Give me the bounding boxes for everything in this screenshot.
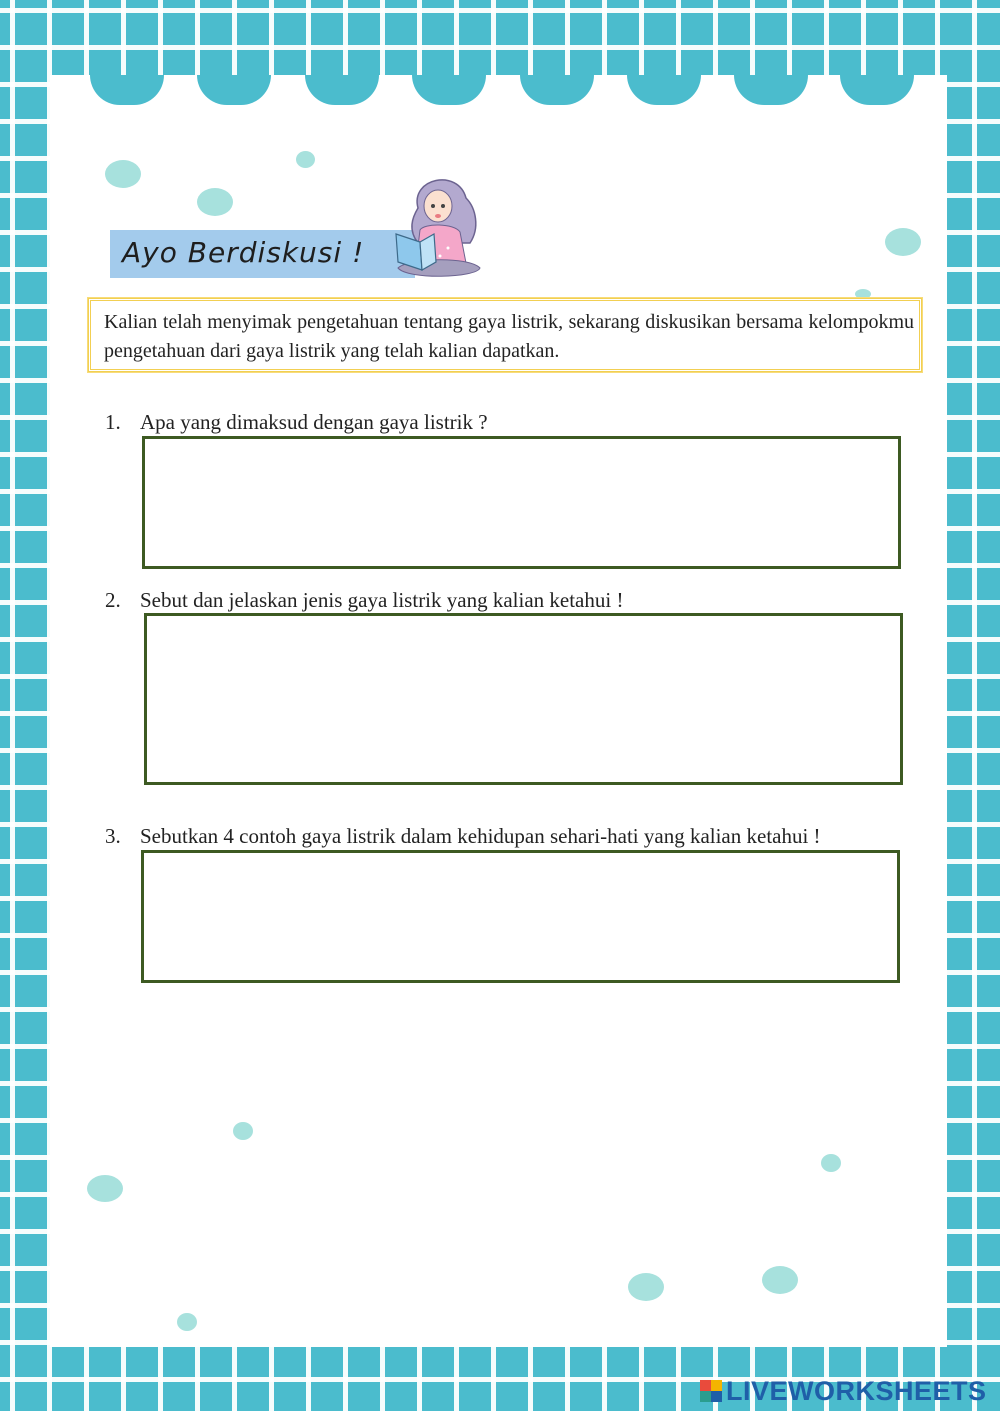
decor-dot <box>197 188 233 216</box>
question-text: Sebut dan jelaskan jenis gaya listrik yang kalian ketahui ! <box>140 588 624 612</box>
decor-dot <box>885 228 921 256</box>
girl-reading-illustration <box>388 168 488 283</box>
question-number: 1. <box>105 410 121 434</box>
answer-box-3[interactable] <box>141 850 900 983</box>
decor-dot <box>105 160 141 188</box>
decor-dot <box>87 1175 123 1202</box>
decor-dot <box>177 1313 197 1331</box>
answer-box-1[interactable] <box>142 436 901 569</box>
question-3 <box>105 824 821 849</box>
liveworksheets-logo-icon <box>700 1380 722 1402</box>
question-1 <box>105 410 488 435</box>
decor-dot <box>296 151 315 168</box>
question-2 <box>105 588 623 613</box>
question-number: 2. <box>105 588 121 612</box>
answer-box-2[interactable] <box>144 613 903 785</box>
question-text: Apa yang dimaksud dengan gaya listrik ? <box>140 410 488 434</box>
liveworksheets-logo[interactable] <box>700 1376 987 1406</box>
intro-text: Kalian telah menyimak pengetahuan tentang gaya listrik, sekarang diskusikan bersama kelompokmu pengetahuan dari gaya listrik yang telah kalian dapatkan. <box>104 311 914 362</box>
decor-dot <box>233 1122 253 1140</box>
page-title: Ayo Berdiskusi ! <box>122 236 365 269</box>
question-text: Sebutkan 4 contoh gaya listrik dalam kehidupan sehari-hati yang kalian ketahui ! <box>140 824 821 848</box>
decor-dot <box>628 1273 664 1301</box>
decor-dot <box>821 1154 841 1172</box>
question-number: 3. <box>105 824 121 848</box>
decor-dot <box>762 1266 798 1294</box>
logo-text: LIVEWORKSHEETS <box>726 1375 987 1406</box>
